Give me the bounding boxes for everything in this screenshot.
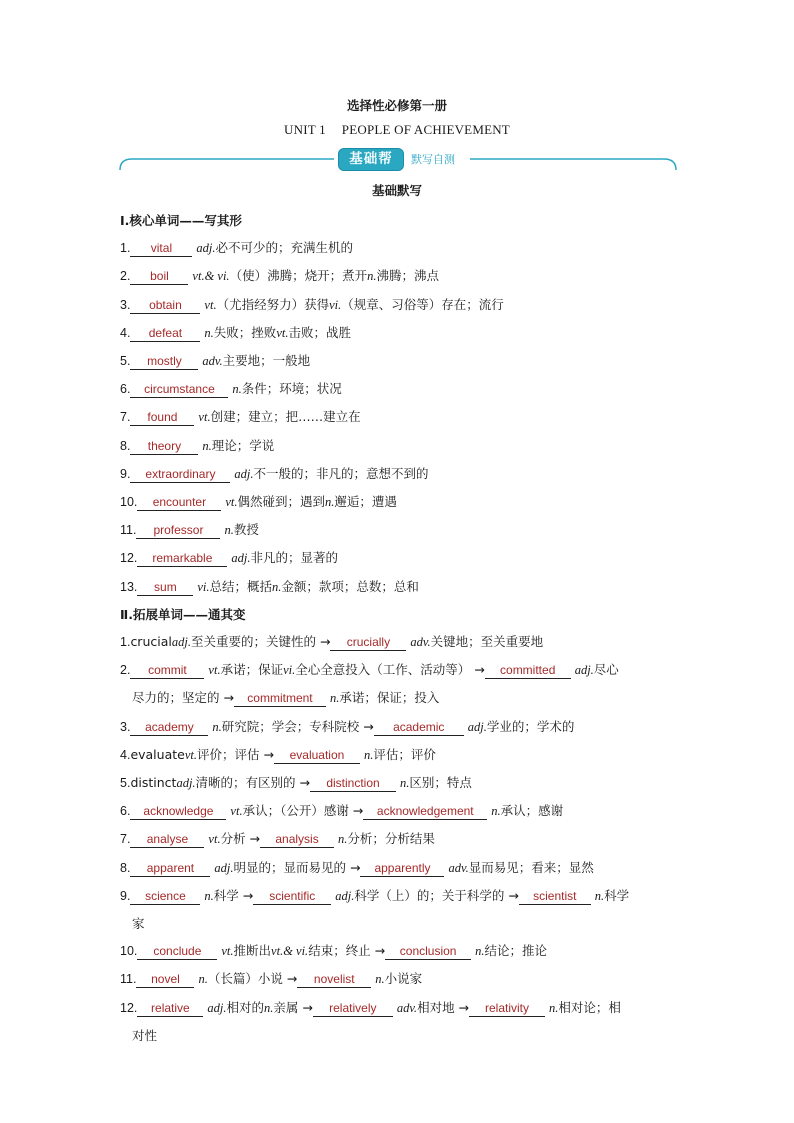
list-item: 10. conclude vt.推断出vt.& vi.结束；终止 → conclusion n.结论；推论 [120,943,548,959]
answer-blank: remarkable [137,551,227,567]
answer-blank: acknowledgement [363,804,487,820]
list-item: 4. defeat n.失败；挫败vt.击败；战胜 [120,324,351,340]
list-item: 3. obtain vt.（尤指经努力）获得vi.（规章、习俗等）存在；流行 [120,296,504,312]
list-item: 13. sum vi.总结；概括n.金额；款项；总数；总和 [120,578,419,594]
list-item: 8. theory n.理论；学说 [120,437,275,453]
answer-blank: distinction [310,776,396,792]
list-item: 2. commit vt.承诺；保证vi.全心全意投入（工作、活动等） → committed adj.尽心 [120,662,619,678]
answer-blank: science [130,889,200,905]
list-item: 7. analyse vt.分析 → analysis n.分析；分析结果 [120,831,435,847]
list-item-continuation: 对性 [132,1027,158,1043]
answer-blank: theory [130,439,198,455]
list-item: 10. encounter vt.偶然碰到；遇到n.邂逅；遭遇 [120,494,397,510]
list-item: 8. apparent adj.明显的；显而易见的 → apparently adv.显而易见；看来；显然 [120,859,594,875]
badge-subtitle: 默写自测 [411,153,455,166]
section-banner [118,146,678,172]
answer-blank: commit [130,663,204,679]
list-item: 4.evaluatevt.评价；评估 → evaluation n.评估；评价 [120,746,436,762]
answer-blank: committed [485,663,571,679]
list-item-continuation: 尽力的；坚定的 → commitment n.承诺；保证；投入 [132,690,440,706]
answer-blank: circumstance [130,382,228,398]
answer-blank: encounter [137,495,221,511]
answer-blank: evaluation [274,748,360,764]
answer-blank: academic [374,720,464,736]
answer-blank: commitment [234,691,326,707]
list-item: 6. circumstance n.条件；环境；状况 [120,381,342,397]
list-item: 9. science n.科学 → scientific adj.科学（上）的；关于科学的 → scientist n.科学 [120,887,630,903]
list-item: 11. novel n.（长篇）小说 → novelist n.小说家 [120,971,423,987]
list-item: 12. relative adj.相对的n.亲属 → relatively adv.相对地 → relativity n.相对论；相 [120,999,621,1015]
basic-help-badge: 基础帮 [338,148,404,171]
section-title: 基础默写 [371,183,422,198]
answer-blank: conclude [137,944,217,960]
part2-heading: Ⅱ.拓展单词——通其变 [120,606,246,622]
answer-blank: professor [136,523,220,539]
list-item: 11. professor n.教授 [120,522,259,538]
unit-title [0,122,794,138]
answer-blank: extraordinary [130,467,230,483]
answer-blank: relatively [313,1001,393,1017]
list-item: 2. boil vt.& vi.（使）沸腾；烧开；煮开n.沸腾；沸点 [120,268,439,284]
answer-blank: scientist [519,889,591,905]
part1-heading: Ⅰ.核心单词——写其形 [120,213,242,228]
book-title: 选择性必修第一册 [346,98,447,113]
list-item-continuation: 家 [132,916,145,932]
list-item: 1. vital adj.必不可少的；充满生机的 [120,240,354,256]
answer-blank: acknowledge [130,804,226,820]
answer-blank: apparent [130,861,210,877]
list-item: 6. acknowledge vt.承认；（公开）感谢 → acknowledgement n.承认；感谢 [120,803,564,819]
answer-blank: novel [136,972,194,988]
answer-blank: found [130,410,194,426]
answer-blank: obtain [130,298,200,314]
answer-blank: conclusion [385,944,471,960]
unit-name: PEOPLE OF ACHIEVEMENT [341,122,510,137]
answer-blank: boil [130,269,188,285]
answer-blank: academy [130,720,208,736]
list-item: 12. remarkable adj.非凡的；显著的 [120,550,338,566]
answer-blank: relative [137,1001,203,1017]
answer-blank: apparently [360,861,444,877]
unit-code: UNIT 1 [284,122,326,137]
exercise-list [120,207,680,1049]
list-item: 5.distinctadj.清晰的；有区别的 → distinction n.区别；特点 [120,775,472,791]
answer-blank: sum [137,580,193,596]
list-item: 5. mostly adv.主要地；一般地 [120,353,311,369]
answer-blank: analyse [130,832,204,848]
answer-blank: crucially [330,635,406,651]
answer-blank: vital [130,241,192,257]
list-item: 9. extraordinary adj.不一般的；非凡的；意想不到的 [120,465,429,481]
answer-blank: analysis [260,832,334,848]
answer-blank: scientific [253,889,331,905]
list-item: 1.crucialadj.至关重要的；关键性的 → crucially adv.关键地；至关重要地 [120,634,544,650]
list-item: 3. academy n.研究院；学会；专科院校 → academic adj.学业的；学术的 [120,718,575,734]
answer-blank: mostly [130,354,198,370]
answer-blank: novelist [297,972,371,988]
list-item: 7. found vt.创建；建立；把……建立在 [120,409,361,425]
answer-blank: relativity [469,1001,545,1017]
answer-blank: defeat [130,326,200,342]
